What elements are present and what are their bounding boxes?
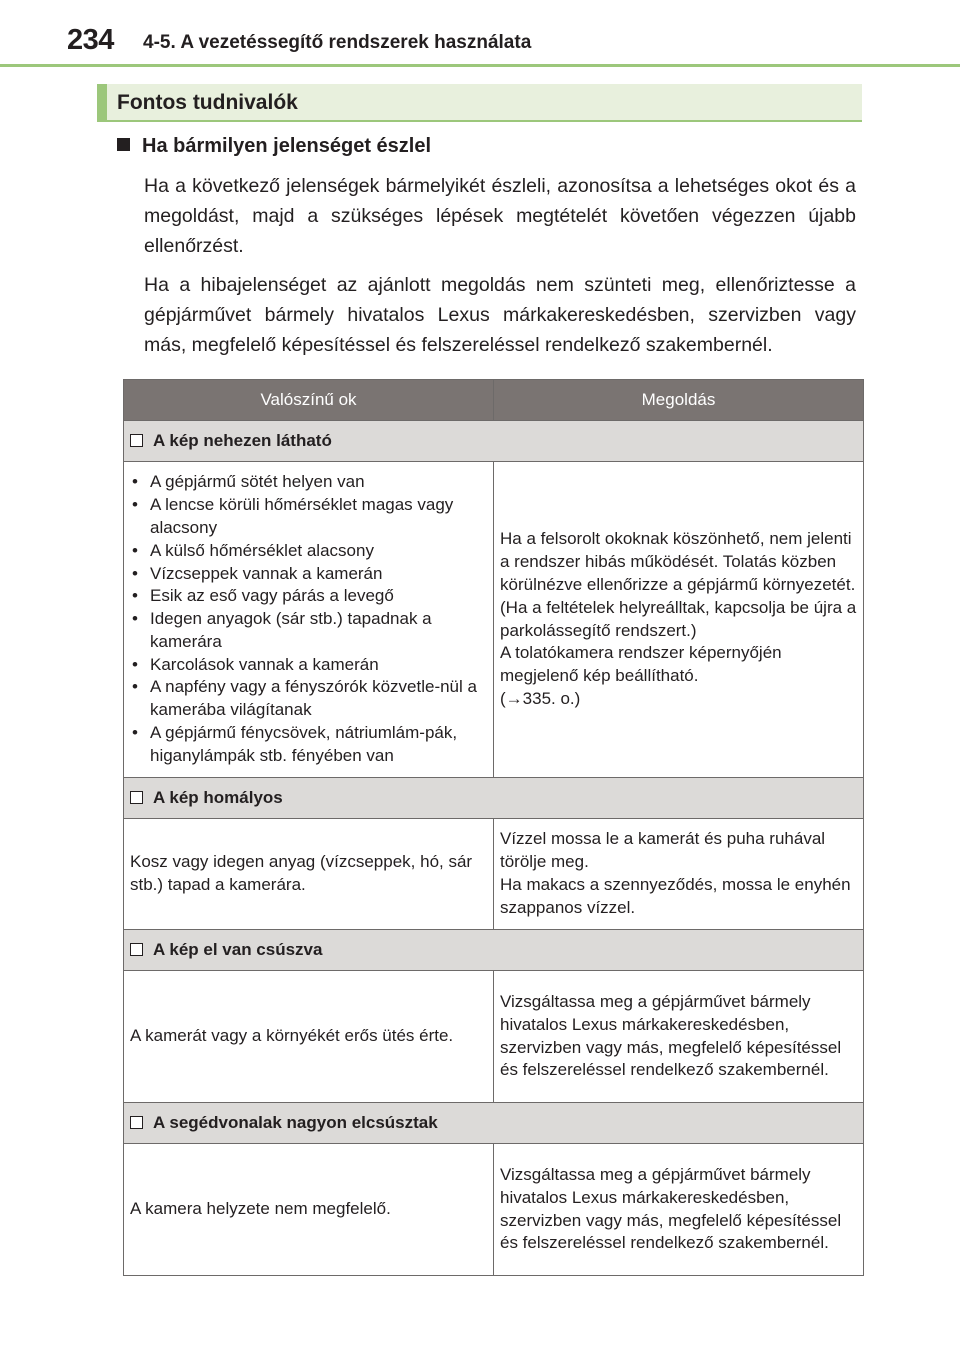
cause-cell: A kamera helyzete nem megfelelő.: [124, 1144, 494, 1276]
solution-text: Ha a felsorolt okoknak köszönhető, nem jelenti a rendszer hibás működését. Tolatás közben körülnézve ellenőrizze a gépjármű környezetét. (Ha a feltételek helyreálltak, kapcsolja be újra a parkolássegítő rendszert.): [500, 529, 857, 640]
list-item: • A gépjármű fénycsövek, nátriumlám-pák, higanylámpák stb. fényében van: [130, 722, 487, 768]
list-item: • Idegen anyagok (sár stb.) tapadnak a kamerára: [130, 608, 487, 654]
category-label: A kép homályos: [153, 788, 283, 807]
list-item: • A gépjármű sötét helyen van: [130, 471, 487, 494]
column-header-cause: Valószínű ok: [124, 380, 494, 421]
table-row: [124, 1144, 864, 1276]
checkbox-icon: [130, 434, 143, 447]
list-item: • A napfény vagy a fényszórók közvetle-nül a kamerába világítanak: [130, 676, 487, 722]
cause-list: [130, 471, 487, 767]
solution-text-2: A tolatókamera rendszer képernyőjén megjelenő kép beállítható.: [500, 643, 782, 686]
troubleshooting-table: [123, 379, 864, 1276]
list-item: • Esik az eső vagy párás a levegő: [130, 585, 487, 608]
section-heading: [117, 135, 431, 158]
column-header-solution: Megoldás: [494, 380, 864, 421]
category-label: A kép nehezen látható: [153, 431, 332, 450]
category-row: [124, 930, 864, 971]
table-row: [124, 971, 864, 1103]
table-row: [124, 462, 864, 778]
solution-cell: Vizsgáltassa meg a gépjárművet bármely hivatalos Lexus márkakereskedésben, szervizben vagy más, megfelelő képesítéssel és felszereléssel rendelkező szakembernél.: [494, 1144, 864, 1276]
list-item: • Karcolások vannak a kamerán: [130, 654, 487, 677]
solution-cell: Vizsgáltassa meg a gépjárművet bármely hivatalos Lexus márkakereskedésben, szervizben vagy más, megfelelő képesítéssel és felszereléssel rendelkező szakembernél.: [494, 971, 864, 1103]
notice-title: Fontos tudnivalók: [117, 91, 298, 114]
category-row: [124, 778, 864, 819]
checkbox-icon: [130, 1116, 143, 1129]
advice-paragraph: Ha a hibajelenséget az ajánlott megoldás nem szünteti meg, ellenőriztesse a gépjárművet bármely hivatalos Lexus márkakereskedésben, szervizben vagy más, megfelelő képesítéssel és felszereléssel rendelkező szakembernél.: [144, 274, 856, 356]
cause-cell: Kosz vagy idegen anyag (vízcseppek, hó, sár stb.) tapad a kamerára.: [124, 819, 494, 930]
chapter-title: 4-5. A vezetéssegítő rendszerek használata: [143, 32, 532, 53]
header-divider: [0, 64, 960, 67]
solution-cell: [494, 819, 864, 930]
table-row: [124, 819, 864, 930]
list-item: • Vízcseppek vannak a kamerán: [130, 563, 487, 586]
checkbox-icon: [130, 943, 143, 956]
page-reference: (→335. o.): [500, 688, 581, 708]
page-number: 234: [67, 24, 114, 56]
page-header: [0, 0, 960, 70]
solution-text-2: Ha makacs a szennyeződés, mossa le enyhén szappanos vízzel.: [500, 875, 851, 917]
category-label: A segédvonalak nagyon elcsúsztak: [153, 1113, 438, 1132]
category-row: [124, 1103, 864, 1144]
category-label: A kép el van csúszva: [153, 940, 323, 959]
checkbox-icon: [130, 791, 143, 804]
list-item: • A lencse körüli hőmérséklet magas vagy alacsony: [130, 494, 487, 540]
section-heading-text: Ha bármilyen jelenséget észlel: [142, 135, 432, 157]
list-item: • A külső hőmérséklet alacsony: [130, 540, 487, 563]
table-header-row: [124, 380, 864, 421]
intro-paragraph: Ha a következő jelenségek bármelyikét észleli, azonosítsa a lehetséges okot és a megoldást, majd a szükséges lépések megtételét követően végezzen újabb ellenőrzést.: [144, 175, 856, 257]
cause-cell: A kamerát vagy a környékét erős ütés érte.: [124, 971, 494, 1103]
cause-cell: [124, 462, 494, 778]
notice-title-bar: [97, 84, 862, 122]
solution-cell: [494, 462, 864, 778]
category-row: [124, 421, 864, 462]
square-bullet-icon: [117, 138, 130, 151]
solution-text: Vízzel mossa le a kamerát és puha ruhával törölje meg.: [500, 829, 826, 872]
